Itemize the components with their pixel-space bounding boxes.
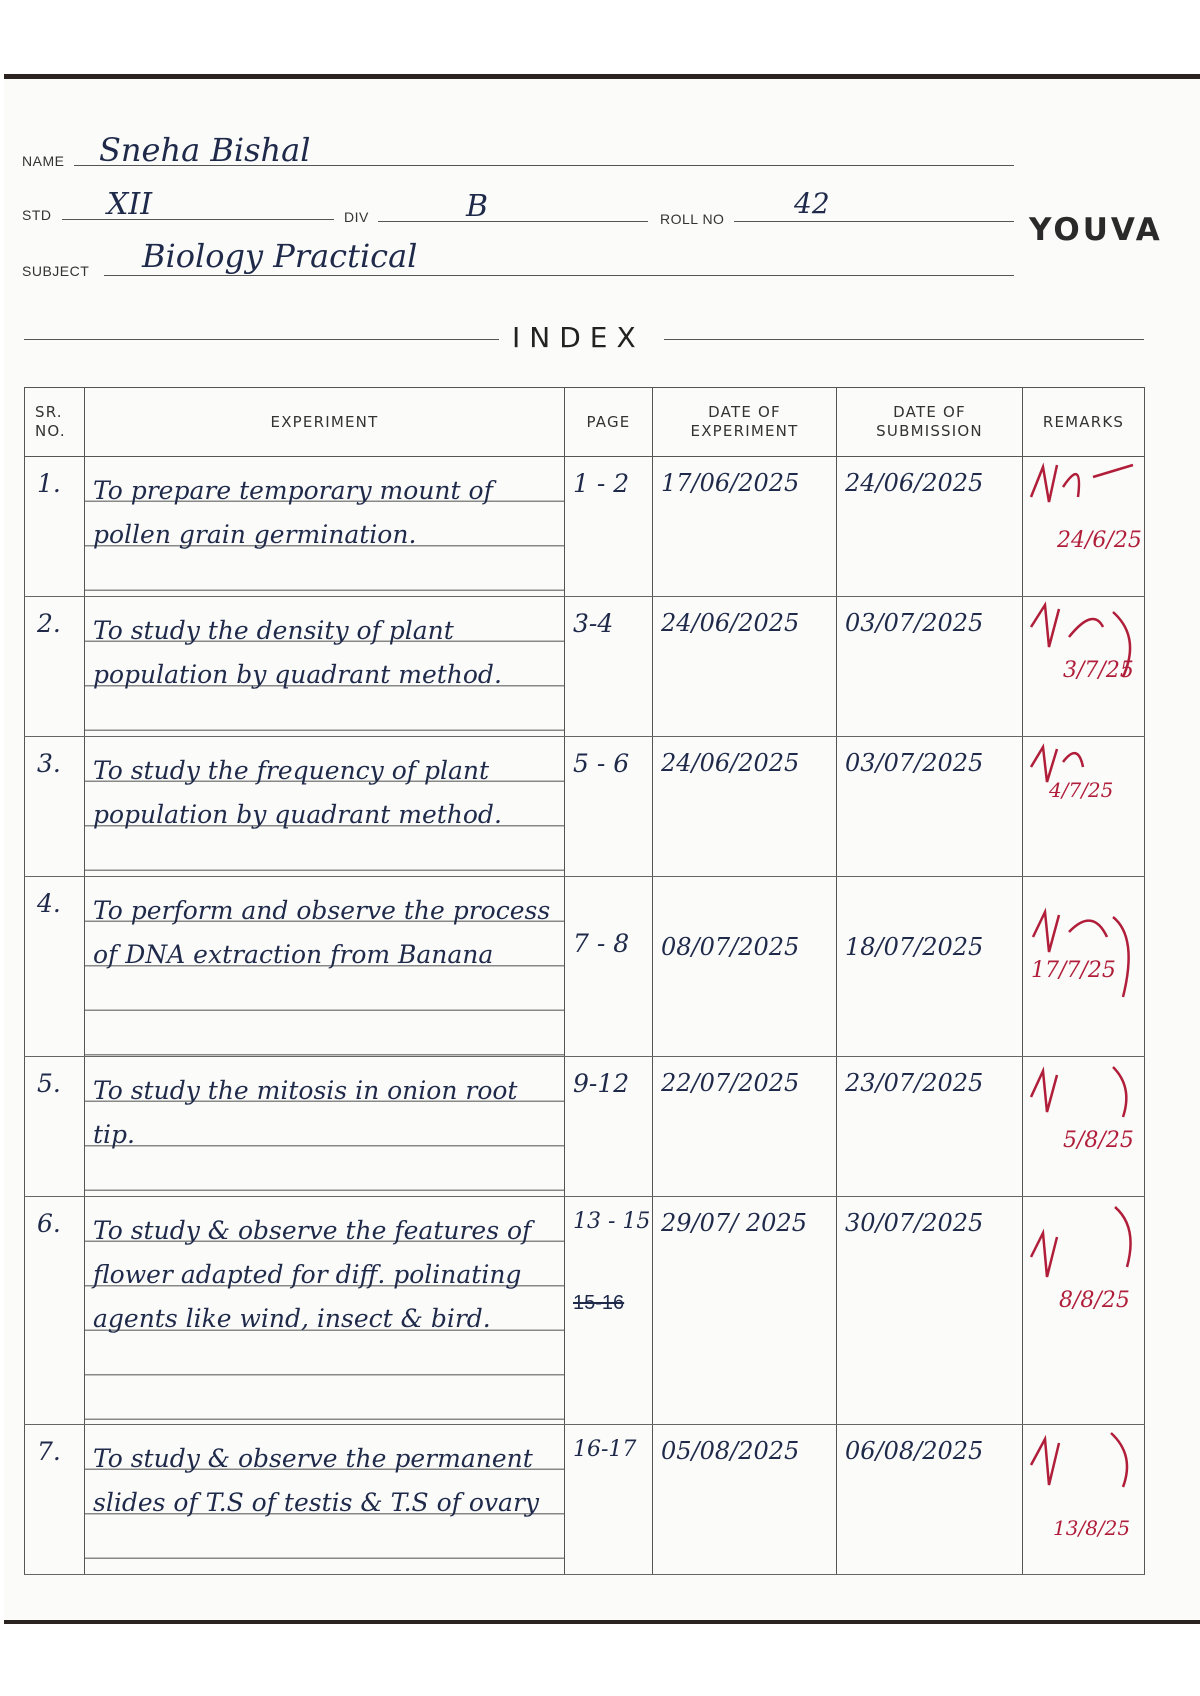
col-experiment: EXPERIMENT	[85, 388, 565, 457]
teacher-signature	[1023, 877, 1145, 1057]
experiment-cell	[85, 737, 565, 877]
remark-cell	[1023, 597, 1145, 737]
date-exp-cell	[653, 597, 837, 737]
experiment-cell	[85, 597, 565, 737]
page-range: 5 - 6	[573, 749, 630, 778]
teacher-signature	[1023, 597, 1145, 737]
col-page: PAGE	[565, 388, 653, 457]
remark-cell	[1023, 1057, 1145, 1197]
experiment-text: To prepare temporary mount of pollen grain germination.	[93, 476, 493, 549]
page-range: 13 - 15	[573, 1209, 651, 1234]
sr-cell	[25, 597, 85, 737]
col-date-of-submission: DATE OF SUBMISSION	[837, 388, 1023, 457]
date-of-submission: 24/06/2025	[845, 469, 984, 497]
date-of-experiment: 24/06/2025	[661, 609, 800, 637]
teacher-signature	[1023, 1057, 1145, 1197]
sr-number: 6.	[37, 1209, 61, 1238]
date-of-experiment: 24/06/2025	[661, 749, 800, 777]
page-cell	[565, 457, 653, 597]
table-row	[25, 1197, 1145, 1425]
index-rule-right	[664, 339, 1144, 340]
date-of-experiment: 08/07/2025	[661, 933, 800, 961]
date-sub-cell	[837, 737, 1023, 877]
date-of-experiment: 29/07/ 2025	[661, 1209, 807, 1237]
date-of-submission: 03/07/2025	[845, 609, 984, 637]
name-label: NAME	[22, 153, 65, 169]
table-row	[25, 737, 1145, 877]
date-of-experiment: 22/07/2025	[661, 1069, 800, 1097]
std-line	[62, 219, 334, 220]
remark-date: 4/7/25	[1049, 778, 1114, 802]
page-range: 9-12	[573, 1069, 630, 1098]
date-sub-cell	[837, 877, 1023, 1057]
index-title: INDEX	[512, 321, 645, 354]
date-of-submission: 18/07/2025	[845, 933, 984, 961]
teacher-signature	[1023, 1197, 1145, 1425]
roll-label: ROLL NO	[660, 211, 725, 227]
date-exp-cell	[653, 877, 837, 1057]
sr-cell	[25, 1057, 85, 1197]
experiment-cell	[85, 877, 565, 1057]
experiment-text: To perform and observe the process of DNA extraction from Banana	[93, 896, 551, 969]
remark-cell	[1023, 1197, 1145, 1425]
teacher-signature	[1023, 457, 1145, 597]
table-header-row	[25, 388, 1145, 457]
sr-number: 4.	[37, 889, 61, 918]
struck-page-range: 15-16	[573, 1292, 625, 1314]
div-line	[378, 221, 648, 222]
page-cell	[565, 597, 653, 737]
date-sub-cell	[837, 1057, 1023, 1197]
page-cell	[565, 1057, 653, 1197]
col-date-of-experiment: DATE OF EXPERIMENT	[653, 388, 837, 457]
date-exp-cell	[653, 1197, 837, 1425]
date-of-submission: 30/07/2025	[845, 1209, 984, 1237]
remark-date: 17/7/25	[1031, 958, 1116, 983]
remark-cell	[1023, 1425, 1145, 1575]
experiment-text: To study the frequency of plant population by quadrant method.	[93, 756, 502, 829]
experiment-cell	[85, 457, 565, 597]
roll-line	[734, 221, 1014, 222]
table-row	[25, 877, 1145, 1057]
subject-value: Biology Practical	[142, 237, 418, 275]
std-label: STD	[22, 207, 52, 223]
sr-number: 7.	[37, 1437, 61, 1466]
teacher-signature	[1023, 1425, 1145, 1575]
remark-date: 24/6/25	[1057, 528, 1142, 553]
sr-cell	[25, 737, 85, 877]
remark-cell	[1023, 457, 1145, 597]
date-sub-cell	[837, 597, 1023, 737]
date-sub-cell	[837, 1197, 1023, 1425]
date-exp-cell	[653, 1425, 837, 1575]
page-cell	[565, 877, 653, 1057]
col-sr-no: SR. NO.	[25, 388, 85, 457]
table-row	[25, 457, 1145, 597]
table-row	[25, 1425, 1145, 1575]
div-label: DIV	[344, 209, 369, 225]
experiment-text: To study & observe the features of flower adapted for diff. polinating agents like wind, insect & bird.	[93, 1216, 532, 1333]
table-row	[25, 597, 1145, 737]
std-value: XII	[107, 187, 153, 222]
notebook-page	[4, 74, 1200, 1624]
sr-cell	[25, 1197, 85, 1425]
date-of-submission: 23/07/2025	[845, 1069, 984, 1097]
date-of-experiment: 05/08/2025	[661, 1437, 800, 1465]
date-sub-cell	[837, 1425, 1023, 1575]
experiment-text: To study the mitosis in onion root tip.	[93, 1076, 518, 1149]
experiment-text: To study & observe the permanent slides of T.S of testis & T.S of ovary	[93, 1444, 540, 1517]
table-row	[25, 1057, 1145, 1197]
sr-cell	[25, 877, 85, 1057]
remark-date: 13/8/25	[1053, 1516, 1131, 1540]
index-rule-left	[24, 339, 499, 340]
sr-cell	[25, 1425, 85, 1575]
subject-label: SUBJECT	[22, 263, 90, 279]
teacher-signature	[1023, 737, 1145, 877]
page-cell	[565, 737, 653, 877]
remark-date: 8/8/25	[1059, 1288, 1130, 1313]
index-table	[24, 387, 1145, 1575]
subject-line	[104, 275, 1014, 276]
page-range: 3-4	[573, 609, 614, 638]
experiment-text: To study the density of plant population by quadrant method.	[93, 616, 502, 689]
date-of-submission: 03/07/2025	[845, 749, 984, 777]
sr-number: 5.	[37, 1069, 61, 1098]
sr-number: 2.	[37, 609, 61, 638]
sr-number: 1.	[37, 469, 61, 498]
sr-number: 3.	[37, 749, 61, 778]
roll-value: 42	[794, 187, 830, 220]
date-exp-cell	[653, 737, 837, 877]
remark-cell	[1023, 737, 1145, 877]
remark-cell	[1023, 877, 1145, 1057]
sr-cell	[25, 457, 85, 597]
experiment-cell	[85, 1057, 565, 1197]
date-sub-cell	[837, 457, 1023, 597]
date-of-submission: 06/08/2025	[845, 1437, 984, 1465]
date-exp-cell	[653, 1057, 837, 1197]
experiment-cell	[85, 1425, 565, 1575]
div-value: B	[466, 189, 489, 224]
brand-logo: YOUVA	[1029, 212, 1163, 248]
date-of-experiment: 17/06/2025	[661, 469, 800, 497]
name-line	[74, 165, 1014, 166]
col-remarks: REMARKS	[1023, 388, 1145, 457]
page-cell	[565, 1425, 653, 1575]
page-cell	[565, 1197, 653, 1425]
page-range: 1 - 2	[573, 469, 630, 498]
page-range: 7 - 8	[573, 929, 630, 958]
name-value: Sneha Bishal	[99, 131, 311, 169]
remark-date: 3/7/25	[1063, 658, 1134, 683]
remark-date: 5/8/25	[1063, 1128, 1134, 1153]
page-range: 16-17	[573, 1437, 637, 1462]
experiment-cell	[85, 1197, 565, 1425]
date-exp-cell	[653, 457, 837, 597]
